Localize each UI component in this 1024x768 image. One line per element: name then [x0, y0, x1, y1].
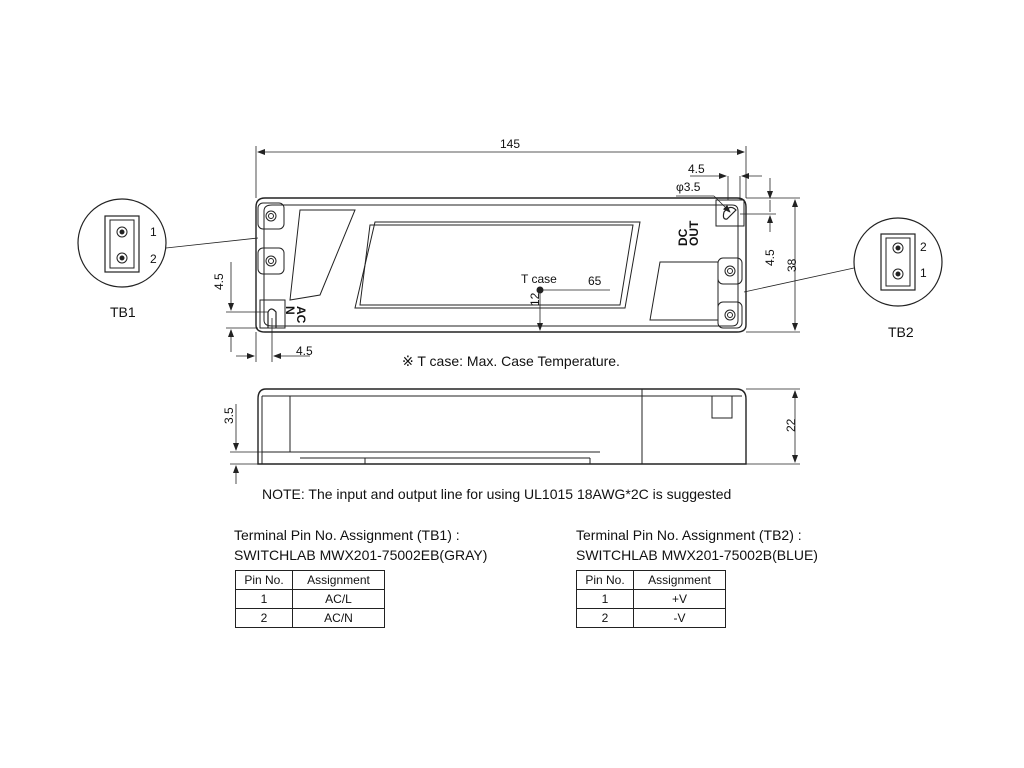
table-header-row — [236, 571, 385, 590]
tb1-label: TB1 — [110, 304, 136, 320]
table-header-pin: Pin No. — [577, 571, 634, 590]
dim-total-length: 145 — [500, 137, 521, 151]
tb2-pin1-label: 1 — [920, 266, 927, 280]
dim-height: 38 — [785, 258, 799, 272]
dim-side-step: 3.5 — [222, 407, 236, 424]
table-header-row — [577, 571, 726, 590]
table-cell: +V — [634, 590, 726, 609]
dim-bottom-offset: 4.5 — [296, 344, 313, 358]
table-cell: 1 — [577, 590, 634, 609]
dc-output-marking: DC OUT — [676, 220, 701, 246]
dim-side-height: 22 — [784, 418, 798, 432]
top-view — [256, 198, 746, 332]
dim-tcase-y: 12 — [528, 292, 542, 306]
table-header-assignment: Assignment — [634, 571, 726, 590]
wire-note: NOTE: The input and output line for using UL1015 18AWG*2C is suggested — [262, 486, 732, 502]
table-header-pin: Pin No. — [236, 571, 293, 590]
dim-left-hole-offset: 4.5 — [212, 273, 226, 290]
table-row — [577, 590, 726, 609]
tb2-table-subtitle: SWITCHLAB MWX201-75002B(BLUE) — [576, 547, 818, 563]
tb1-table-title: Terminal Pin No. Assignment (TB1) : — [234, 527, 460, 543]
tcase-point-label: T case — [521, 272, 557, 286]
table-cell: AC/L — [293, 590, 385, 609]
table-row — [236, 590, 385, 609]
tb1-pin2-label: 2 — [150, 252, 157, 266]
table-cell: -V — [634, 609, 726, 628]
ac-input-marking: AC N — [283, 306, 308, 324]
table-cell: 1 — [236, 590, 293, 609]
tb2-table-title: Terminal Pin No. Assignment (TB2) : — [576, 527, 802, 543]
tb1-pin-table — [235, 570, 385, 628]
table-cell: AC/N — [293, 609, 385, 628]
table-header-assignment: Assignment — [293, 571, 385, 590]
dim-hole-spacing-right: 4.5 — [763, 249, 777, 266]
table-row — [577, 609, 726, 628]
dim-hole-offset-top: 4.5 — [688, 162, 705, 176]
tb2-pin-table — [576, 570, 726, 628]
tcase-note: ※ T case: Max. Case Temperature. — [402, 353, 620, 369]
table-cell: 2 — [236, 609, 293, 628]
tb2-label: TB2 — [888, 324, 914, 340]
tb1-table-subtitle: SWITCHLAB MWX201-75002EB(GRAY) — [234, 547, 488, 563]
dim-hole-diameter: φ3.5 — [676, 180, 701, 194]
side-view — [258, 389, 746, 464]
tb1-pin1-label: 1 — [150, 225, 157, 239]
tb2-pin2-label: 2 — [920, 240, 927, 254]
dim-tcase-x: 65 — [588, 274, 602, 288]
table-cell: 2 — [577, 609, 634, 628]
table-row — [236, 609, 385, 628]
